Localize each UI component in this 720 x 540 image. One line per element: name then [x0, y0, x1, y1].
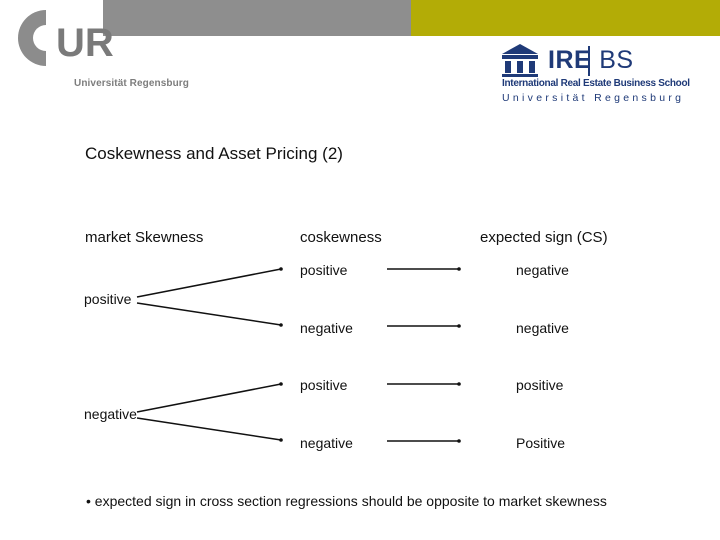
- expected-row-4: Positive: [516, 435, 566, 451]
- coskewness-row-2: negative: [300, 320, 353, 336]
- branch-line-positive-down: [137, 303, 281, 325]
- expected-row-1: negative: [516, 262, 569, 278]
- market-positive: positive: [84, 291, 132, 307]
- expected-row-3: positive: [516, 377, 564, 393]
- column-header-expected-sign: expected sign (CS): [480, 229, 608, 246]
- slide-title: Coskewness and Asset Pricing (2): [85, 144, 343, 163]
- irebs-title: IRE BS: [548, 46, 634, 74]
- coskewness-row-4: negative: [300, 435, 353, 451]
- branch-line-positive-up: [137, 269, 281, 297]
- market-negative: negative: [84, 406, 137, 422]
- bullet-note: • expected sign in cross section regressions should be opposite to market skewness: [86, 493, 607, 509]
- header-olive-bar: [411, 0, 720, 36]
- column-header-coskewness: coskewness: [300, 229, 382, 246]
- branch-line-negative-down: [137, 418, 281, 440]
- coskewness-row-3: positive: [300, 377, 348, 393]
- expected-row-2: negative: [516, 320, 569, 336]
- ur-caption: Universität Regensburg: [74, 78, 190, 89]
- irebs-subtitle: International Real Estate Business School: [502, 78, 690, 89]
- irebs-university: Universität Regensburg: [502, 92, 685, 104]
- branch-line-negative-up: [137, 384, 281, 412]
- ur-logo-text: UR: [56, 21, 114, 65]
- column-header-market-skewness: market Skewness: [85, 229, 204, 246]
- coskewness-row-1: positive: [300, 262, 348, 278]
